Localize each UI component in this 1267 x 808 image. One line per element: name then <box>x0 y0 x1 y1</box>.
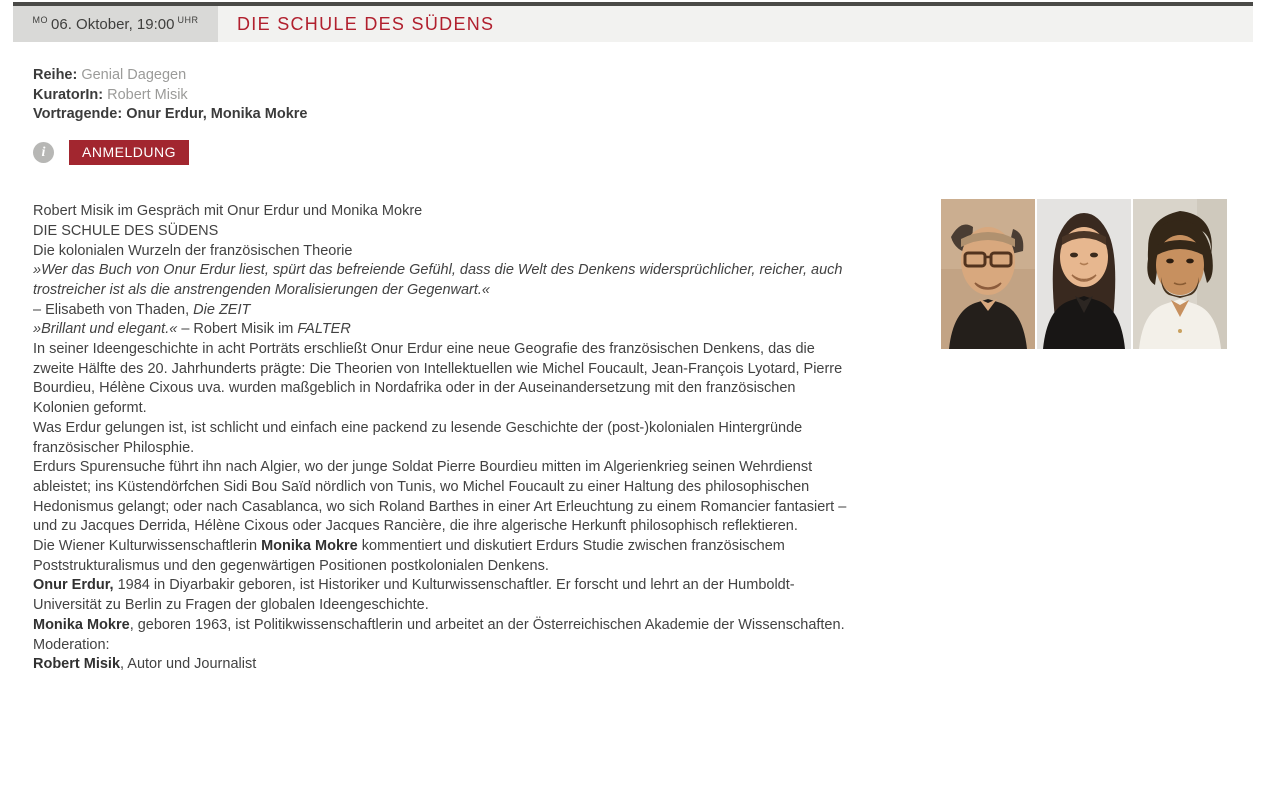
event-subtitle-line: Die kolonialen Wurzeln der französischen Theorie <box>33 242 353 259</box>
quote-2-text: »Brillant und elegant.« <box>33 321 178 338</box>
bio-mokre-name: Monika Mokre <box>33 616 130 633</box>
quote-1-text: »Wer das Buch von Onur Erdur liest, spürt das befreiende Gefühl, dass die Welt des Denkens widersprüchlicher, reicher, auch trostreicher ist als die anstrengenden Moralisierungen der Gegenwart.« <box>33 262 843 298</box>
press-quote-2 <box>33 320 855 340</box>
quote-2-attribution: – Robert Misik im <box>177 321 298 338</box>
quote-1-attribution: – Elisabeth von Thaden, <box>33 301 194 318</box>
meta-row-curator <box>33 86 1267 106</box>
speaker-photo-strip <box>941 199 1227 349</box>
event-time-suffix: UHR <box>177 15 199 25</box>
press-quote-1 <box>33 261 855 320</box>
bio-misik-name: Robert Misik <box>33 656 121 673</box>
bio-erdur-name: Onur Erdur, <box>33 577 114 594</box>
description-paragraph-4 <box>33 537 855 576</box>
event-title-line: DIE SCHULE DES SÜDENS <box>33 222 219 239</box>
portrait-photo-1 <box>941 199 1035 349</box>
portrait-photo-2 <box>1037 199 1131 349</box>
page-title: DIE SCHULE DES SÜDENS <box>237 13 495 34</box>
meta-row-series <box>33 66 1267 86</box>
info-icon[interactable]: i <box>33 142 54 163</box>
series-label: Reihe: <box>33 67 82 83</box>
action-row <box>33 140 1267 165</box>
paragraph-4-pre: Die Wiener Kulturwissenschaftlerin <box>33 538 262 555</box>
event-description <box>33 202 855 675</box>
event-date-box <box>13 6 218 42</box>
curator-label: KuratorIn: <box>33 86 108 103</box>
meta-row-speakers <box>33 105 1267 125</box>
speakers-label: Vortragende: <box>33 106 127 123</box>
description-paragraph-1: In seiner Ideengeschichte in acht Porträts erschließt Onur Erdur eine neue Geografie des französischen Denkens, das die zweite Hälfte des 20. Jahrhunderts prägte: Die Theorien von Intellektuellen wie Michel Foucault, Jean-François Lyotard, Pierre Bourdieu, Hélène Cixous uva. wurden maßgeblich in Nordafrika oder in der Auseinandersetzung mit den französischen Kolonien geformt. <box>33 341 843 417</box>
quote-2-source: FALTER <box>297 321 351 338</box>
description-paragraph-3: Erdurs Spurensuche führt ihn nach Algier, wo der junge Soldat Pierre Bourdieu mitten im Algerienkrieg seinen Wehrdienst ableistet; ins Küstendörfchen Sidi Bou Saïd nördlich von Tunis, wo Michel Foucault zu einer Haltung des philosophischen Hedonismus gelangt; oder nach Casablanca, wo sich Roland Barthes in einer Art Erleuchtung zu einem Romancier fantasiert – und zu Jacques Derrida, Hélène Cixous oder Jacques Rancière, die ihre algerische Herkunft philosophisch reflektieren. <box>33 459 847 535</box>
register-button[interactable]: ANMELDUNG <box>69 140 189 165</box>
description-paragraph-2: Was Erdur gelungen ist, ist schlicht und einfach eine packend zu lesende Geschichte der (post-)kolonialen Hintergründe französischer Philosphie. <box>33 419 803 456</box>
event-day-abbr: MO <box>32 15 49 25</box>
event-header <box>13 2 1253 42</box>
moderation-label: Moderation: <box>33 636 110 653</box>
event-meta <box>33 66 1267 125</box>
quote-1-source: Die ZEIT <box>193 301 251 318</box>
series-value[interactable]: Genial Dagegen <box>81 67 187 83</box>
paragraph-4-post: kommentiert und diskutiert Erdurs Studie zwischen französischem Poststrukturalismus und den gegenwärtigen Positionen postkolonialen Denkens. <box>33 538 785 574</box>
curator-value[interactable]: Robert Misik <box>107 86 188 103</box>
speaker-bios <box>33 576 855 675</box>
bio-erdur-text: 1984 in Diyarbakir geboren, ist Historiker und Kulturwissenschaftler. Er forscht und lehrt an der Humboldt-Universität zu Berlin zu Fragen der globalen Ideengeschichte. <box>33 577 795 614</box>
bio-mokre-text: , geboren 1963, ist Politikwissenschaftlerin und arbeitet an der Österreichischen Akademie der Wissenschaften. <box>129 616 845 633</box>
subtitle-block <box>33 222 855 261</box>
intro-line: Robert Misik im Gespräch mit Onur Erdur und Monika Mokre <box>33 203 423 220</box>
event-date: 06. Oktober, 19:00 <box>51 16 175 33</box>
speakers-value: Onur Erdur, Monika Mokre <box>126 106 308 123</box>
portrait-photo-3 <box>1133 199 1227 349</box>
paragraph-4-name: Monika Mokre <box>261 538 358 555</box>
bio-misik-text: , Autor und Journalist <box>120 656 257 673</box>
